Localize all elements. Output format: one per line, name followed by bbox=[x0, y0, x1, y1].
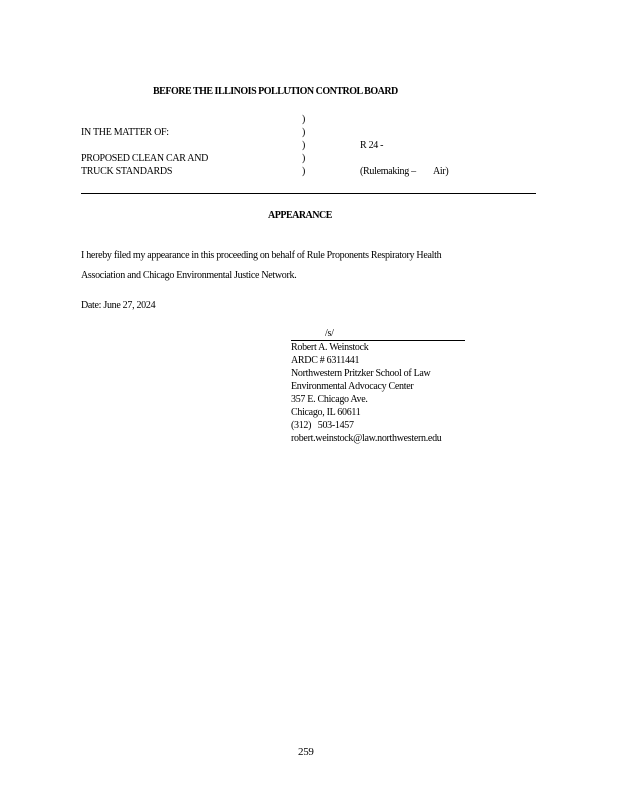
proposal-line-1: PROPOSED CLEAN CAR AND bbox=[81, 153, 209, 164]
signer-name: Robert A. Weinstock bbox=[291, 342, 369, 353]
proposal-line-2: TRUCK STANDARDS bbox=[81, 166, 173, 177]
signer-address-line-2: Chicago, IL 60611 bbox=[291, 407, 361, 418]
docket-type-prefix: (Rulemaking – bbox=[360, 166, 416, 177]
docket-number: R 24 - bbox=[360, 140, 384, 151]
signer-address-line-1: 357 E. Chicago Ave. bbox=[291, 394, 368, 405]
date-line: Date: June 27, 2024 bbox=[81, 300, 156, 311]
caption-paren: ) bbox=[302, 166, 306, 177]
signer-org-line-1: Northwestern Pritzker School of Law bbox=[291, 368, 431, 379]
signer-ardc: ARDC # 6311441 bbox=[291, 355, 360, 366]
matter-label: IN THE MATTER OF: bbox=[81, 127, 169, 138]
body-line-2: Association and Chicago Environmental Justice Network. bbox=[81, 270, 297, 281]
page-number: 259 bbox=[298, 746, 314, 758]
signer-phone: (312) 503-1457 bbox=[291, 420, 354, 431]
signature-mark: /s/ bbox=[325, 328, 334, 339]
signature-block bbox=[291, 341, 441, 445]
signer-org-line-2: Environmental Advocacy Center bbox=[291, 381, 414, 392]
signer-email[interactable]: robert.weinstock@law.northwestern.edu bbox=[291, 433, 442, 444]
caption-paren: ) bbox=[302, 153, 306, 164]
docket-type-suffix: Air) bbox=[433, 166, 449, 177]
board-title: BEFORE THE ILLINOIS POLLUTION CONTROL BOARD bbox=[153, 86, 398, 97]
caption-paren: ) bbox=[302, 114, 306, 125]
caption-paren: ) bbox=[302, 140, 306, 151]
caption-divider bbox=[81, 193, 536, 194]
caption-paren: ) bbox=[302, 127, 306, 138]
body-line-1: I hereby filed my appearance in this proceeding on behalf of Rule Proponents Respiratory Health bbox=[81, 250, 442, 261]
document-title: APPEARANCE bbox=[268, 210, 332, 221]
